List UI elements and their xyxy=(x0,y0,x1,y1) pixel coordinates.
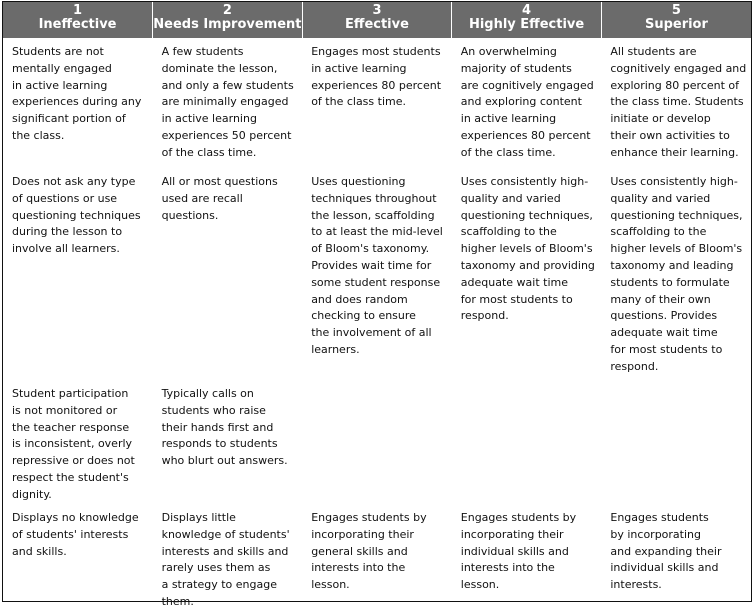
table-cell: All students are cognitively engaged and exploring 80 percent of the class time. Students initiate or develop their own activities to enhance their learning. xyxy=(610,45,747,159)
level-title: Superior xyxy=(644,17,708,32)
table-row xyxy=(3,504,751,616)
level-number: 3 xyxy=(372,3,382,18)
header-level-5 xyxy=(601,2,751,38)
table-row xyxy=(3,380,751,504)
rubric-header xyxy=(3,2,751,38)
rubric-body xyxy=(3,38,751,616)
level-title: Needs Improvement xyxy=(153,17,302,32)
table-cell: All or most questions used are recall questions. xyxy=(161,175,278,222)
table-cell: A few students dominate the lesson, and only a few students are minimally engaged in active learning experiences 50 percent of the class time. xyxy=(161,45,294,159)
header-level-4 xyxy=(452,2,602,38)
table-cell xyxy=(302,380,452,504)
header-row xyxy=(3,2,751,38)
table-cell: Engages students by incorporating their individual skills and interests into the lesson. xyxy=(460,511,577,592)
level-title: Ineffective xyxy=(38,17,117,32)
table-cell: Engages students by incorporating their general skills and interests into the lesson. xyxy=(311,511,427,592)
level-number: 4 xyxy=(522,3,532,18)
table-cell: Displays little knowledge of students' interests and skills and rarely uses them as a strategy to engage them. xyxy=(161,511,290,608)
table-cell: Engages students by incorporating and expanding their individual skills and interests. xyxy=(610,511,722,592)
header-level-1 xyxy=(3,2,153,38)
level-title: Highly Effective xyxy=(468,17,585,32)
header-level-3 xyxy=(302,2,452,38)
table-cell: Uses consistently high- quality and varied questioning techniques, scaffolding to the higher levels of Bloom's taxonomy and providing adequate wait time for most students to respond. xyxy=(460,175,595,323)
rubric-table xyxy=(3,2,751,616)
level-number: 5 xyxy=(671,3,681,18)
header-level-2 xyxy=(153,2,303,38)
table-cell xyxy=(452,380,602,504)
table-row xyxy=(3,38,751,168)
table-cell xyxy=(601,380,751,504)
table-cell: An overwhelming majority of students are cognitively engaged and exploring content in active learning experiences 80 percent of the class time. xyxy=(460,45,594,159)
table-cell: Uses questioning techniques throughout the lesson, scaffolding to at least the mid-level of Bloom's taxonomy. Provides wait time for some student response and does random checking to ensure the involvement of all learners. xyxy=(311,175,443,356)
table-cell: Engages most students in active learning experiences 80 percent of the class time. xyxy=(311,45,442,109)
level-title: Effective xyxy=(345,17,409,32)
table-row xyxy=(3,168,751,380)
level-number: 1 xyxy=(73,3,83,18)
table-cell: Student participation is not monitored or the teacher response is inconsistent, overly repressive or does not respect the student's dignity. xyxy=(12,387,135,501)
rubric-frame xyxy=(2,1,752,608)
level-number: 2 xyxy=(222,3,232,18)
table-cell: Typically calls on students who raise their hands first and responds to students who blurt out answers. xyxy=(161,387,288,468)
table-cell: Students are not mentally engaged in active learning experiences during any significant portion of the class. xyxy=(12,45,142,142)
table-cell: Uses consistently high- quality and varied questioning techniques, scaffolding to the higher levels of Bloom's taxonomy and leading students to formulate many of their own questions. Provides adequate wait time for most students to respond. xyxy=(610,175,743,373)
table-cell: Displays no knowledge of students' interests and skills. xyxy=(12,511,139,558)
table-cell: Does not ask any type of questions or use questioning techniques during the lesson to involve all learners. xyxy=(12,175,141,256)
